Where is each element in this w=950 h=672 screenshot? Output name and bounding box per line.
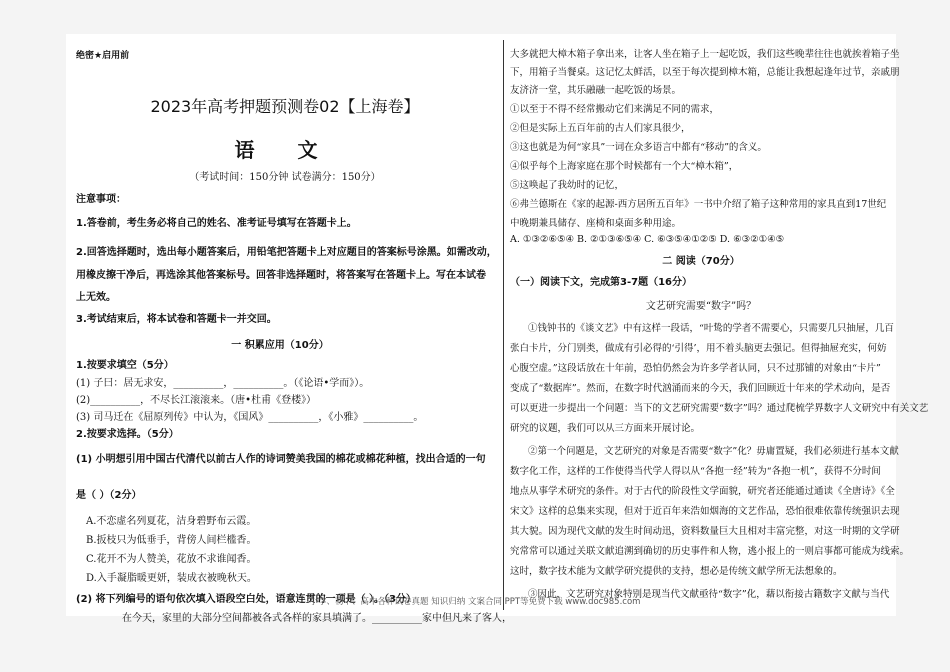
notice-heading: 注意事项： [76, 194, 126, 205]
article-line: 研究的议题，我们可以从三方面来开展讨论。 [510, 423, 701, 434]
article-line: 究常常可以通过关联文献追溯到确切的历史事件和人物，逃小报上的一则启事都可能成为线索。 [510, 546, 910, 557]
sentence-6b: 中晚期兼具储存、座椅和桌面多种用途。 [510, 218, 682, 229]
sentence-3: ③这也就是为何“家具”一词在众多语言中都有“移动”的含义。 [510, 142, 767, 153]
passage-start: 在今天，家里的大部分空间都被各式各样的家具填满了。__________家中但凡来了客人， [122, 613, 512, 624]
exam-title: 2023年高考押题预测卷02【上海卷】 [150, 97, 420, 116]
sentence-5: ⑤这唤起了我幼时的记忆， [510, 180, 625, 191]
question-1: 1.按要求填空（5分） [76, 360, 174, 371]
sentence-1: ①以至于不得不经常搬动它们来满足不同的需求， [510, 104, 720, 115]
question-2-1b: 是（ ）（2分） [76, 490, 142, 501]
section1-heading: 一 积累应用（10分） [231, 340, 329, 351]
question-2-2: (2) 将下列编号的语句依次填入语段空白处，语意连贯的一项是（ ）。（3分） [76, 594, 417, 605]
reading-question: （一）阅读下文，完成第3-7题（16分） [510, 277, 692, 288]
passage-line: 友济济一堂，其乐融融一起吃饭的场景。 [510, 85, 682, 96]
sentence-2: ②但是实际上五百年前的古人们家具很少， [510, 123, 691, 134]
question-1-3: (3) 司马迁在《屈原列传》中认为，《国风》__________，《小雅》__________。 [76, 412, 424, 423]
article-line: 宋文》这样的总集来实现，但对于近百年来浩如烟海的文艺作品，恐怕很难依靠传统强识去现 [510, 506, 900, 517]
subject-title: 语 文 [234, 138, 336, 162]
option-d: D.入手凝脂暖更妍，装成衣被晚秋天。 [86, 573, 257, 584]
exam-page [66, 34, 929, 624]
article-line: 这时，数字技术能为文献学研究提供的支持，想必是传统文献学所无法想象的。 [510, 566, 843, 577]
right-column [510, 34, 929, 616]
article-line: 可以更进一步提出一个问题：当下的文艺研究需要“数字”吗？通过爬梳学界数字人文研究中有关文艺 [510, 403, 929, 414]
article-line: 张白卡片，分门别类，做成有引必得的‘引得’，用不着头脑更去强记。但得抽屉充实，何妨 [510, 343, 887, 354]
page-footer: 小学、初中、高中各种试卷真题 知识归纳 文案合同 PPT等免费下载 www.doc985.com [309, 597, 641, 607]
notice-item-2c: 上无效。 [76, 292, 116, 303]
article-line: ②第一个问题是，文艺研究的对象是否需要“数字”化？毋庸置疑，我们必须进行基本文献 [528, 446, 899, 457]
option-c: C.花开不为人赞美，花放不求谁闻香。 [86, 554, 257, 565]
column-divider [503, 40, 504, 610]
question-1-1: (1) 子曰：居无求安，__________，__________。（《论语•学而》）。 [76, 378, 370, 389]
question-1-2: (2)__________，不尽长江滚滚来。（唐•杜甫《登楼》） [76, 395, 317, 406]
notice-item-2a: 2.回答选择题时，选出每小题答案后，用铅笔把答题卡上对应题目的答案标号涂黑。如需改动， [76, 247, 497, 258]
exam-info: （考试时间：150分钟 试卷满分：150分） [189, 172, 381, 183]
question-2-1a: (1) 小明想引用中国古代清代以前古人作的诗词赞美我国的棉花或棉花种植，找出合适的一句 [76, 454, 486, 465]
article-line: 地点从事学术研究的条件。对于古代的阶段性文学面貌，研究者还能通过通读《全唐诗》《全 [510, 486, 895, 497]
article-line: ①钱钟书的《谈文艺》中有这样一段话，“叶鸷的学者不需要心，只需要几只抽屉，几百 [528, 323, 894, 334]
option-b: B.扳枝只为低垂手，背傍人间栏槛香。 [86, 535, 257, 546]
sentence-6a: ⑥弗兰德斯在《家的起源-西方居所五百年》一书中介绍了箱子这种常用的家具直到17世纪 [510, 199, 887, 210]
article-title: 文艺研究需要“数字”吗？ [645, 301, 757, 312]
passage-line: 大多就把大樟木箱子拿出来，让客人坐在箱子上一起吃饭，我们这些晚辈往往也就挨着箱子坐 [510, 49, 900, 60]
article-line: 其大貌。因为现代文献的发生时间动迅，资料数量巨大且相对丰富完整，对这一时期的文学研 [510, 526, 900, 537]
article-line: 变成了“数据库”。然而，在数字时代汹涌而来的今天，我们回顾近十年来的学术动向，是否 [510, 383, 891, 394]
passage-line: 下，用箱子当餐桌。这记忆太鲜活，以至于每次提到樟木箱，总能让我想起逢年过节，亲戚朋 [510, 67, 900, 78]
notice-item-2b: 用橡皮擦干净后，再选涂其他答案标号。回答非选择题时，将答案写在答题卡上。写在本试卷 [76, 270, 486, 281]
section2-heading: 二 阅读（70分） [662, 256, 740, 267]
notice-item-1: 1.答卷前，考生务必将自己的姓名、准考证号填写在答题卡上。 [76, 218, 357, 229]
article-line: 心腹空虚。”这段话放在十年前，恐怕仍然会为许多学者认同，只不过那铺的对象由“卡片” [510, 363, 881, 374]
article-line: ③因此，文艺研究对象特别是现当代文献亟待“数字”化，藉以衔接古籍数字文献与当代 [528, 589, 890, 600]
answer-options: A. ①③②⑥⑤④ B. ②①③⑥⑤④ C. ⑥③⑤④①②⑤ D. ⑥③②①④⑤ [510, 234, 785, 245]
sentence-4: ④似乎每个上海家庭在那个时候都有一个大“樟木箱”， [510, 161, 739, 172]
article-line: 数字化工作，这样的工作使得当代学人得以从“各抱一经”转为“各抱一机”，获得不分时间 [510, 466, 881, 477]
question-2: 2.按要求选择。（5分） [76, 429, 179, 440]
option-a: A.不恋虚名列夏花，洁身碧野布云霞。 [86, 516, 257, 527]
notice-item-3: 3.考试结束后，将本试卷和答题卡一并交回。 [76, 314, 277, 325]
left-column [70, 34, 512, 624]
secret-label: 绝密★启用前 [76, 51, 130, 61]
